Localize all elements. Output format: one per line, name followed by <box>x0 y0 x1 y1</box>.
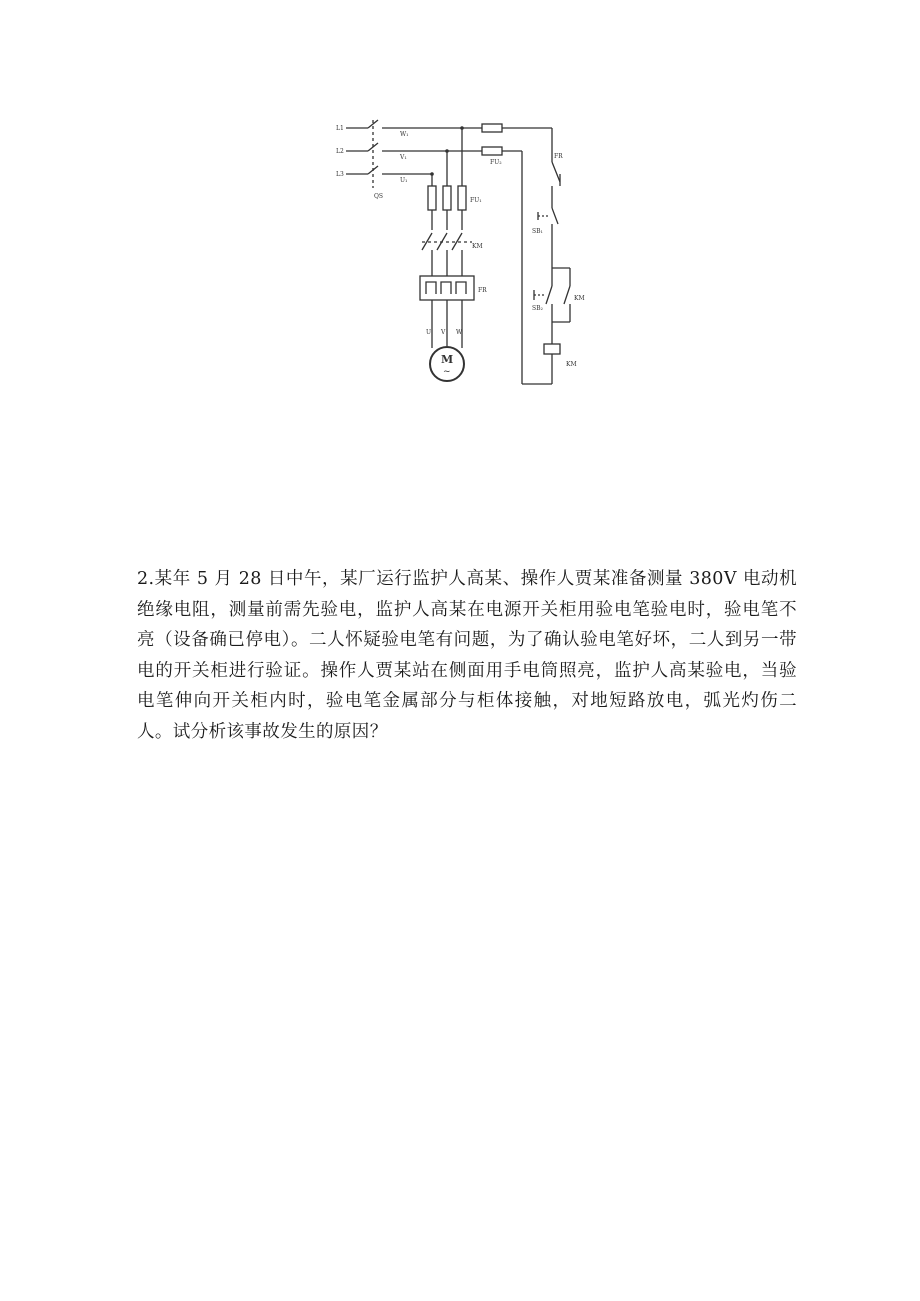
label-v: V <box>441 329 446 336</box>
label-fr-main: FR <box>478 287 487 294</box>
label-l2: L2 <box>336 148 344 155</box>
label-km-aux: KM <box>574 295 585 302</box>
label-u1: U₁ <box>400 177 408 184</box>
label-w: W <box>456 329 463 336</box>
label-fr-ctrl: FR <box>554 153 563 160</box>
label-l1: L1 <box>336 125 344 132</box>
label-v1: V₁ <box>400 154 407 161</box>
label-fu2: FU₂ <box>490 159 502 166</box>
label-km-main: KM <box>472 243 483 250</box>
question-paragraph: 2.某年 5 月 28 日中午，某厂运行监护人高某、操作人贾某准备测量 380V 电动机绝缘电阻，测量前需先验电，监护人高某在电源开关柜用验电笔验电时，验电笔不亮（设备确已停电）。二人怀疑验电笔有问题，为了确认验电笔好坏，二人到另一带电的开关柜进行验证。操作人贾某站在侧面用手电筒照亮，监护人高某验电，当验电笔伸向开关柜内时，验电笔金属部分与柜体接触，对地短路放电，弧光灼伤二人。试分析该事故发生的原因？ <box>137 569 797 742</box>
motor-control-circuit-diagram <box>322 108 602 398</box>
label-l3: L3 <box>336 171 344 178</box>
label-u: U <box>426 329 432 336</box>
label-km-coil: KM <box>566 361 577 368</box>
label-fu1: FU₁ <box>470 197 482 204</box>
motor-label: M <box>441 353 454 366</box>
label-qs: QS <box>374 193 384 200</box>
label-w1: W₁ <box>400 131 409 138</box>
label-sb1: SB₁ <box>532 228 543 235</box>
label-sb2: SB₂ <box>532 305 543 312</box>
circuit-svg <box>322 108 602 398</box>
motor-symbol: ~ <box>443 367 451 377</box>
